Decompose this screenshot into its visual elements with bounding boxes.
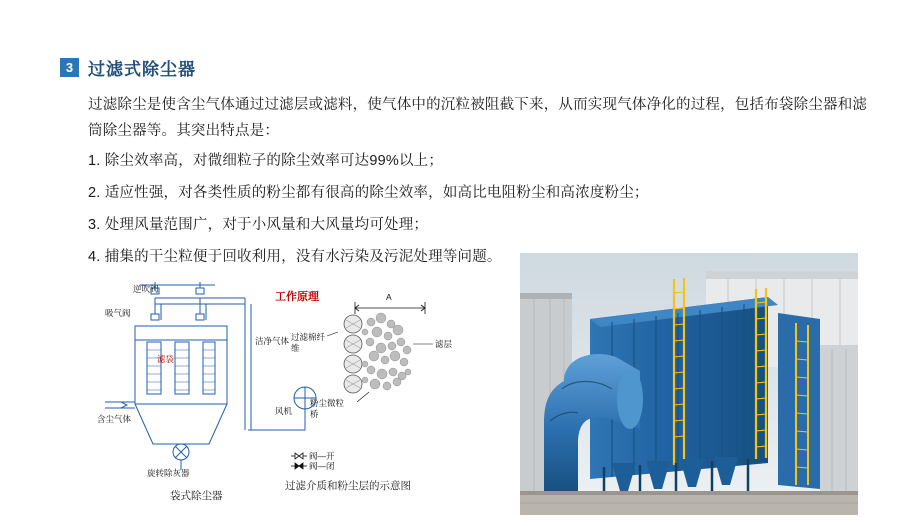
label-dust-laden-gas: 含尘气体: [97, 414, 132, 424]
caption-filter-medium: 过滤介质和粉尘层的示意图: [285, 480, 411, 492]
legend-open-label: 阀—开: [309, 451, 335, 461]
label-suction-valve: 吸气阀: [105, 308, 131, 318]
caption-bag-filter: 袋式除尘器: [170, 490, 223, 502]
page-heading: [60, 55, 196, 80]
label-back-blow-valve: 逆吹阀: [133, 284, 159, 294]
plant-photo-illustration: [520, 253, 858, 515]
work-principle-label: 工作原理: [275, 291, 319, 303]
plant-photo: [520, 253, 858, 515]
label-filter-fiber: 过滤棉纤维: [291, 332, 326, 353]
label-dust-bridge: 粉尘微粒桥: [310, 398, 345, 419]
bullet-item-1: 1. 除尘效率高，对微细粒子的除尘效率可达99%以上；: [88, 153, 444, 169]
bullet-item-2: 2. 适应性强，对各类性质的粉尘都有很高的除尘效率，如高比电阻粉尘和高浓度粉尘；: [88, 185, 649, 201]
label-filter-layer: 滤层: [435, 339, 453, 349]
label-fan: 风机: [275, 406, 293, 416]
label-section-a: A: [386, 292, 392, 302]
legend-closed-label: 阀—闭: [309, 461, 335, 471]
page-title: 过滤式除尘器: [88, 60, 196, 79]
label-filter-bag: 滤袋: [157, 354, 175, 364]
label-rotary-ash-discharge: 旋转除灰器: [147, 468, 190, 478]
bullet-item-4: 4. 捕集的干尘粒便于回收利用，没有水污染及污泥处理等问题。: [88, 249, 502, 265]
label-clean-gas: 洁净气体: [255, 336, 290, 346]
diagram-figure: [95, 280, 460, 505]
intro-paragraph: 过滤除尘是使含尘气体通过过滤层或滤料，使气体中的沉粒被阻截下来，从而实现气体净化的过程，包括布袋除尘器和滤筒除尘器等。其突出特点是：: [88, 97, 868, 139]
heading-number-badge: 3: [60, 58, 79, 77]
bullet-item-3: 3. 处理风量范围广，对于小风量和大风量均可处理；: [88, 217, 429, 233]
